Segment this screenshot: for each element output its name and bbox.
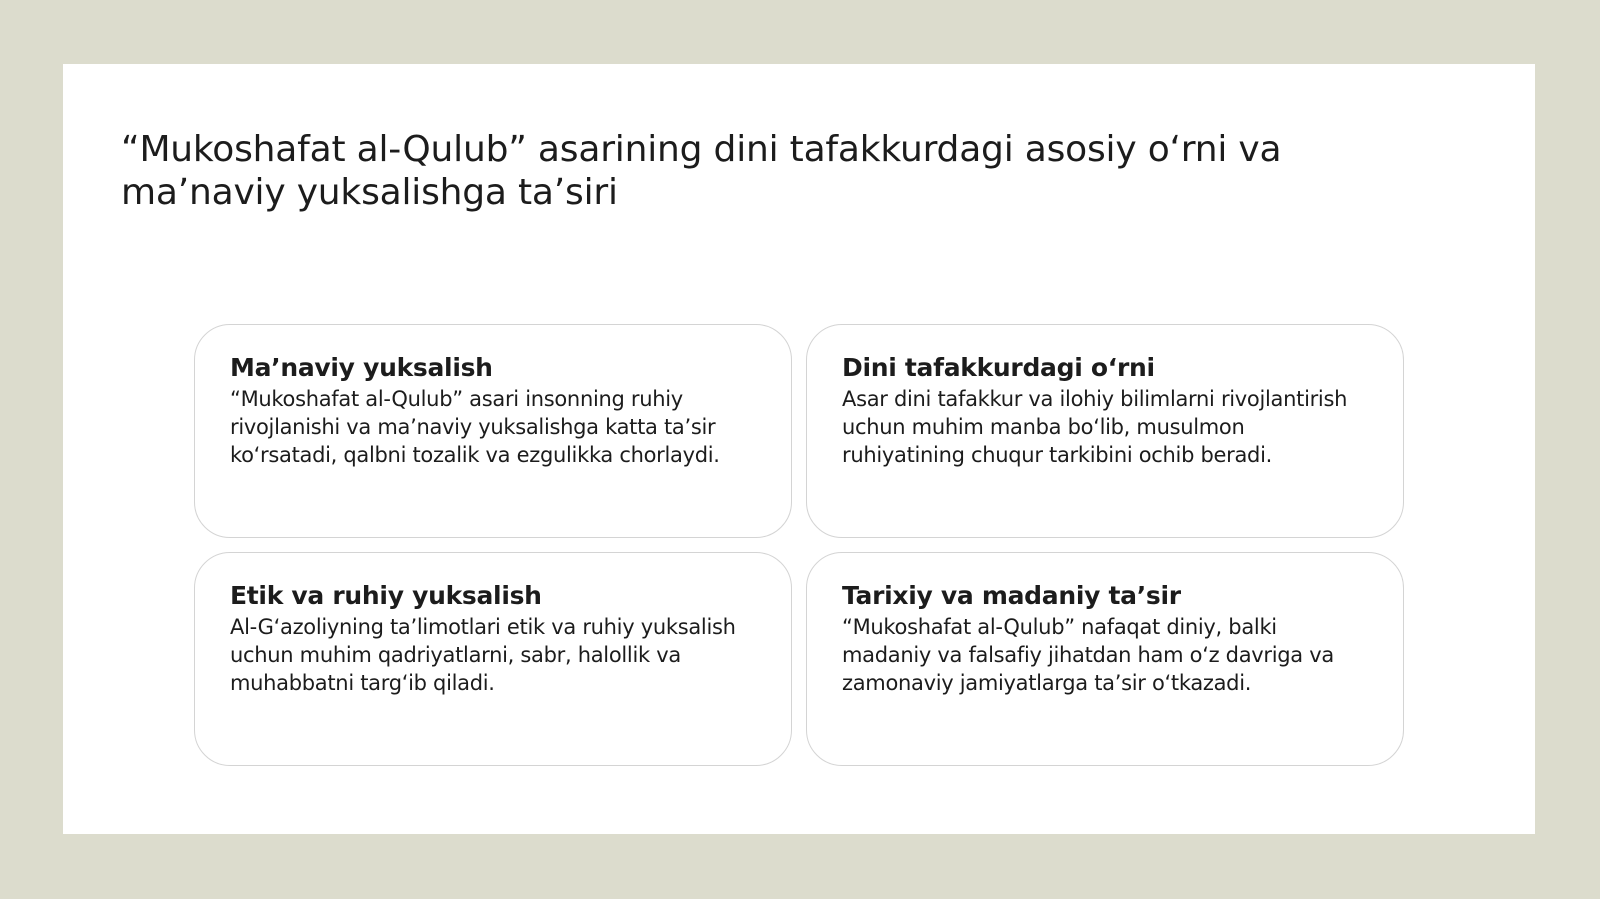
card-manaviy-yuksalish [194,324,792,538]
card-heading: Etik va ruhiy yuksalish [230,581,542,610]
card-etik-va-ruhiy-yuksalish [194,552,792,766]
card-text: “Mukoshafat al-Qulub” asari insonning ruhiy rivojlanishi va ma’naviy yuksalishga katta ta’sir ko‘rsatadi, qalbni tozalik va ezgulikka chorlaydi. [230,387,720,467]
slide [63,64,1535,834]
card-tarixiy-va-madaniy-tasir [806,552,1404,766]
card-heading: Tarixiy va madaniy ta’sir [842,581,1181,610]
card-heading: Dini tafakkurdagi o‘rni [842,353,1155,382]
card-text: Asar dini tafakkur va ilohiy bilimlarni rivojlantirish uchun muhim manba bo‘lib, musulmon ruhiyatining chuqur tarkibini ochib beradi. [842,387,1348,467]
card-text: “Mukoshafat al-Qulub” nafaqat diniy, balki madaniy va falsafiy jihatdan ham o‘z davriga va zamonaviy jamiyatlarga ta’sir o‘tkazadi. [842,615,1334,695]
card-heading: Ma’naviy yuksalish [230,353,493,382]
card-dini-tafakkurdagi-orni [806,324,1404,538]
slide-title: “Mukoshafat al-Qulub” asarining dini tafakkurdagi asosiy o‘rni va ma’naviy yuksalishga ta’siri [121,129,1282,213]
card-text: Al-G‘azoliyning ta’limotlari etik va ruhiy yuksalish uchun muhim qadriyatlarni, sabr, halollik va muhabbatni targ‘ib qiladi. [230,615,736,695]
